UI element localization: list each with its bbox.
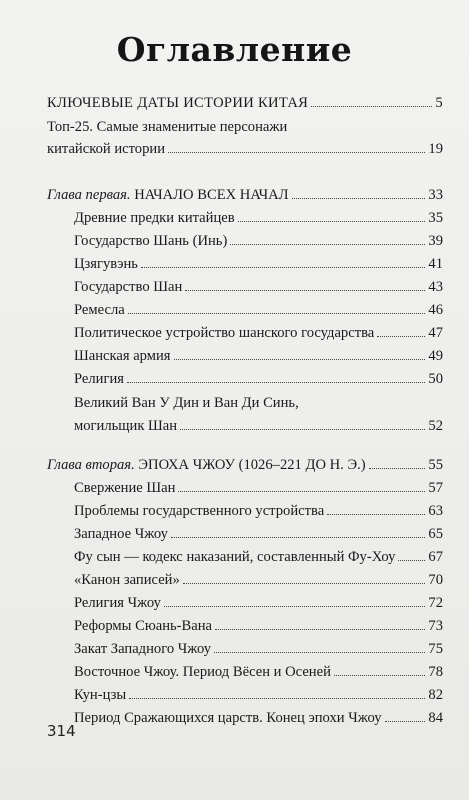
toc-entry[interactable] bbox=[74, 709, 443, 727]
toc-entry-page: 82 bbox=[428, 687, 443, 703]
dot-leader bbox=[398, 559, 425, 561]
toc-entry-page: 49 bbox=[428, 348, 443, 364]
toc-entry-label: Государство Шань (Инь) bbox=[74, 233, 228, 249]
toc-entry-label: Проблемы государственного устройства bbox=[74, 503, 325, 519]
toc-entry-label: Восточное Чжоу. Период Вёсен и Осеней bbox=[74, 664, 331, 680]
toc-entry-page: 5 bbox=[435, 95, 443, 111]
dot-leader bbox=[215, 628, 425, 630]
dot-leader bbox=[238, 220, 426, 222]
toc-entry-label: китайской истории bbox=[47, 141, 166, 157]
toc-entry-label: Государство Шан bbox=[74, 279, 183, 295]
toc-entry[interactable] bbox=[74, 324, 443, 342]
toc-entry-label: Период Сражающихся царств. Конец эпохи Чжоу bbox=[74, 710, 382, 726]
dot-leader bbox=[183, 582, 426, 584]
toc-entry-label: Религия Чжоу bbox=[74, 595, 161, 611]
toc-entry-page: 46 bbox=[428, 302, 443, 318]
dot-leader bbox=[168, 151, 425, 153]
toc-entry[interactable] bbox=[74, 548, 443, 566]
toc-entry-page: 19 bbox=[428, 141, 443, 157]
dot-leader bbox=[327, 513, 425, 515]
toc-entry-label: Кун-цзы bbox=[74, 687, 127, 703]
toc-entry[interactable] bbox=[74, 617, 443, 635]
toc-entry-page: 63 bbox=[428, 503, 443, 519]
toc-entry-label: Шанская армия bbox=[74, 348, 171, 364]
chapter-prefix: Глава вторая. bbox=[47, 457, 135, 473]
dot-leader bbox=[214, 651, 425, 653]
dot-leader bbox=[311, 105, 432, 107]
toc-entry-label: Свержение Шан bbox=[74, 480, 176, 496]
toc-entry-label: могильщик Шан bbox=[74, 418, 178, 434]
dot-leader bbox=[377, 335, 425, 337]
toc-chapter-2[interactable] bbox=[47, 456, 443, 474]
toc-entry-page: 55 bbox=[428, 457, 443, 473]
toc-entry-label: КЛЮЧЕВЫЕ ДАТЫ ИСТОРИИ КИТАЯ bbox=[47, 95, 309, 111]
toc-entry-page: 78 bbox=[428, 664, 443, 680]
toc-entry-label: Политическое устройство шанского государства bbox=[74, 325, 375, 341]
toc-entry-top25[interactable] bbox=[47, 140, 443, 158]
toc-entry-page: 57 bbox=[428, 480, 443, 496]
toc-entry[interactable] bbox=[74, 232, 443, 250]
toc-entry-page: 73 bbox=[428, 618, 443, 634]
chapter-title: НАЧАЛО ВСЕХ НАЧАЛ bbox=[134, 187, 289, 203]
toc-entry[interactable] bbox=[74, 571, 443, 589]
toc-entry[interactable] bbox=[74, 347, 443, 365]
dot-leader bbox=[129, 697, 425, 699]
toc-entry[interactable] bbox=[74, 594, 443, 612]
toc-entry-label: Западное Чжоу bbox=[74, 526, 168, 542]
chapter-heading bbox=[47, 456, 366, 474]
toc-entry-page: 43 bbox=[428, 279, 443, 295]
toc-entry-label: Ремесла bbox=[74, 302, 125, 318]
toc-entry[interactable] bbox=[74, 417, 443, 435]
toc-entry-page: 75 bbox=[428, 641, 443, 657]
toc-entry[interactable] bbox=[74, 370, 443, 388]
dot-leader bbox=[171, 536, 425, 538]
toc-entry[interactable] bbox=[74, 278, 443, 296]
dot-leader bbox=[230, 243, 425, 245]
toc-entry-label: Фу сын — кодекс наказаний, составленный Фу-Хоу bbox=[74, 549, 396, 565]
toc-entry-line1[interactable]: Великий Ван У Дин и Ван Ди Синь, bbox=[74, 395, 299, 411]
toc-entry[interactable] bbox=[74, 255, 443, 273]
dot-leader bbox=[141, 266, 425, 268]
toc-entry-label: Закат Западного Чжоу bbox=[74, 641, 212, 657]
dot-leader bbox=[334, 674, 425, 676]
toc-chapter-1[interactable] bbox=[47, 186, 443, 204]
toc-entry-page: 67 bbox=[428, 549, 443, 565]
chapter-prefix: Глава первая. bbox=[47, 187, 131, 203]
toc-entry-page: 47 bbox=[428, 325, 443, 341]
toc-entry-label: Религия bbox=[74, 371, 125, 387]
toc-entry-label: Цзягувэнь bbox=[74, 256, 138, 272]
dot-leader bbox=[185, 289, 425, 291]
toc-entry-key-dates[interactable] bbox=[47, 94, 443, 112]
chapter-title: ЭПОХА ЧЖОУ (1026–221 ДО Н. Э.) bbox=[138, 457, 366, 473]
dot-leader bbox=[128, 312, 426, 314]
dot-leader bbox=[369, 467, 426, 469]
dot-leader bbox=[164, 605, 426, 607]
toc-entry-page: 41 bbox=[428, 256, 443, 272]
toc-entry-page: 50 bbox=[428, 371, 443, 387]
toc-entry-page: 39 bbox=[428, 233, 443, 249]
toc-entry[interactable] bbox=[74, 686, 443, 704]
toc-entry-label: Древние предки китайцев bbox=[74, 210, 235, 226]
toc-entry-page: 84 bbox=[428, 710, 443, 726]
toc-entry-label: Реформы Сюань-Вана bbox=[74, 618, 213, 634]
toc-entry[interactable] bbox=[74, 525, 443, 543]
toc-entry[interactable] bbox=[74, 502, 443, 520]
dot-leader bbox=[385, 720, 426, 722]
chapter-heading bbox=[47, 186, 289, 204]
toc-entry-top25-line1[interactable]: Топ-25. Самые знаменитые персонажи bbox=[47, 119, 288, 135]
toc-entry[interactable] bbox=[74, 479, 443, 497]
toc-entry-page: 33 bbox=[428, 187, 443, 203]
dot-leader bbox=[292, 197, 426, 199]
toc-entry-page: 65 bbox=[428, 526, 443, 542]
toc-entry-page: 72 bbox=[428, 595, 443, 611]
dot-leader bbox=[180, 428, 425, 430]
toc-entry[interactable] bbox=[74, 301, 443, 319]
dot-leader bbox=[174, 358, 426, 360]
toc-entry[interactable] bbox=[74, 209, 443, 227]
toc-entry-label: «Канон записей» bbox=[74, 572, 180, 588]
toc-entry-page: 35 bbox=[428, 210, 443, 226]
page-number: 314 bbox=[47, 722, 76, 740]
dot-leader bbox=[178, 490, 425, 492]
toc-entry[interactable] bbox=[74, 663, 443, 681]
toc-entry-page: 52 bbox=[428, 418, 443, 434]
dot-leader bbox=[127, 381, 425, 383]
toc-entry-page: 70 bbox=[428, 572, 443, 588]
toc-entry[interactable] bbox=[74, 640, 443, 658]
page-title: Оглавление bbox=[116, 30, 353, 69]
